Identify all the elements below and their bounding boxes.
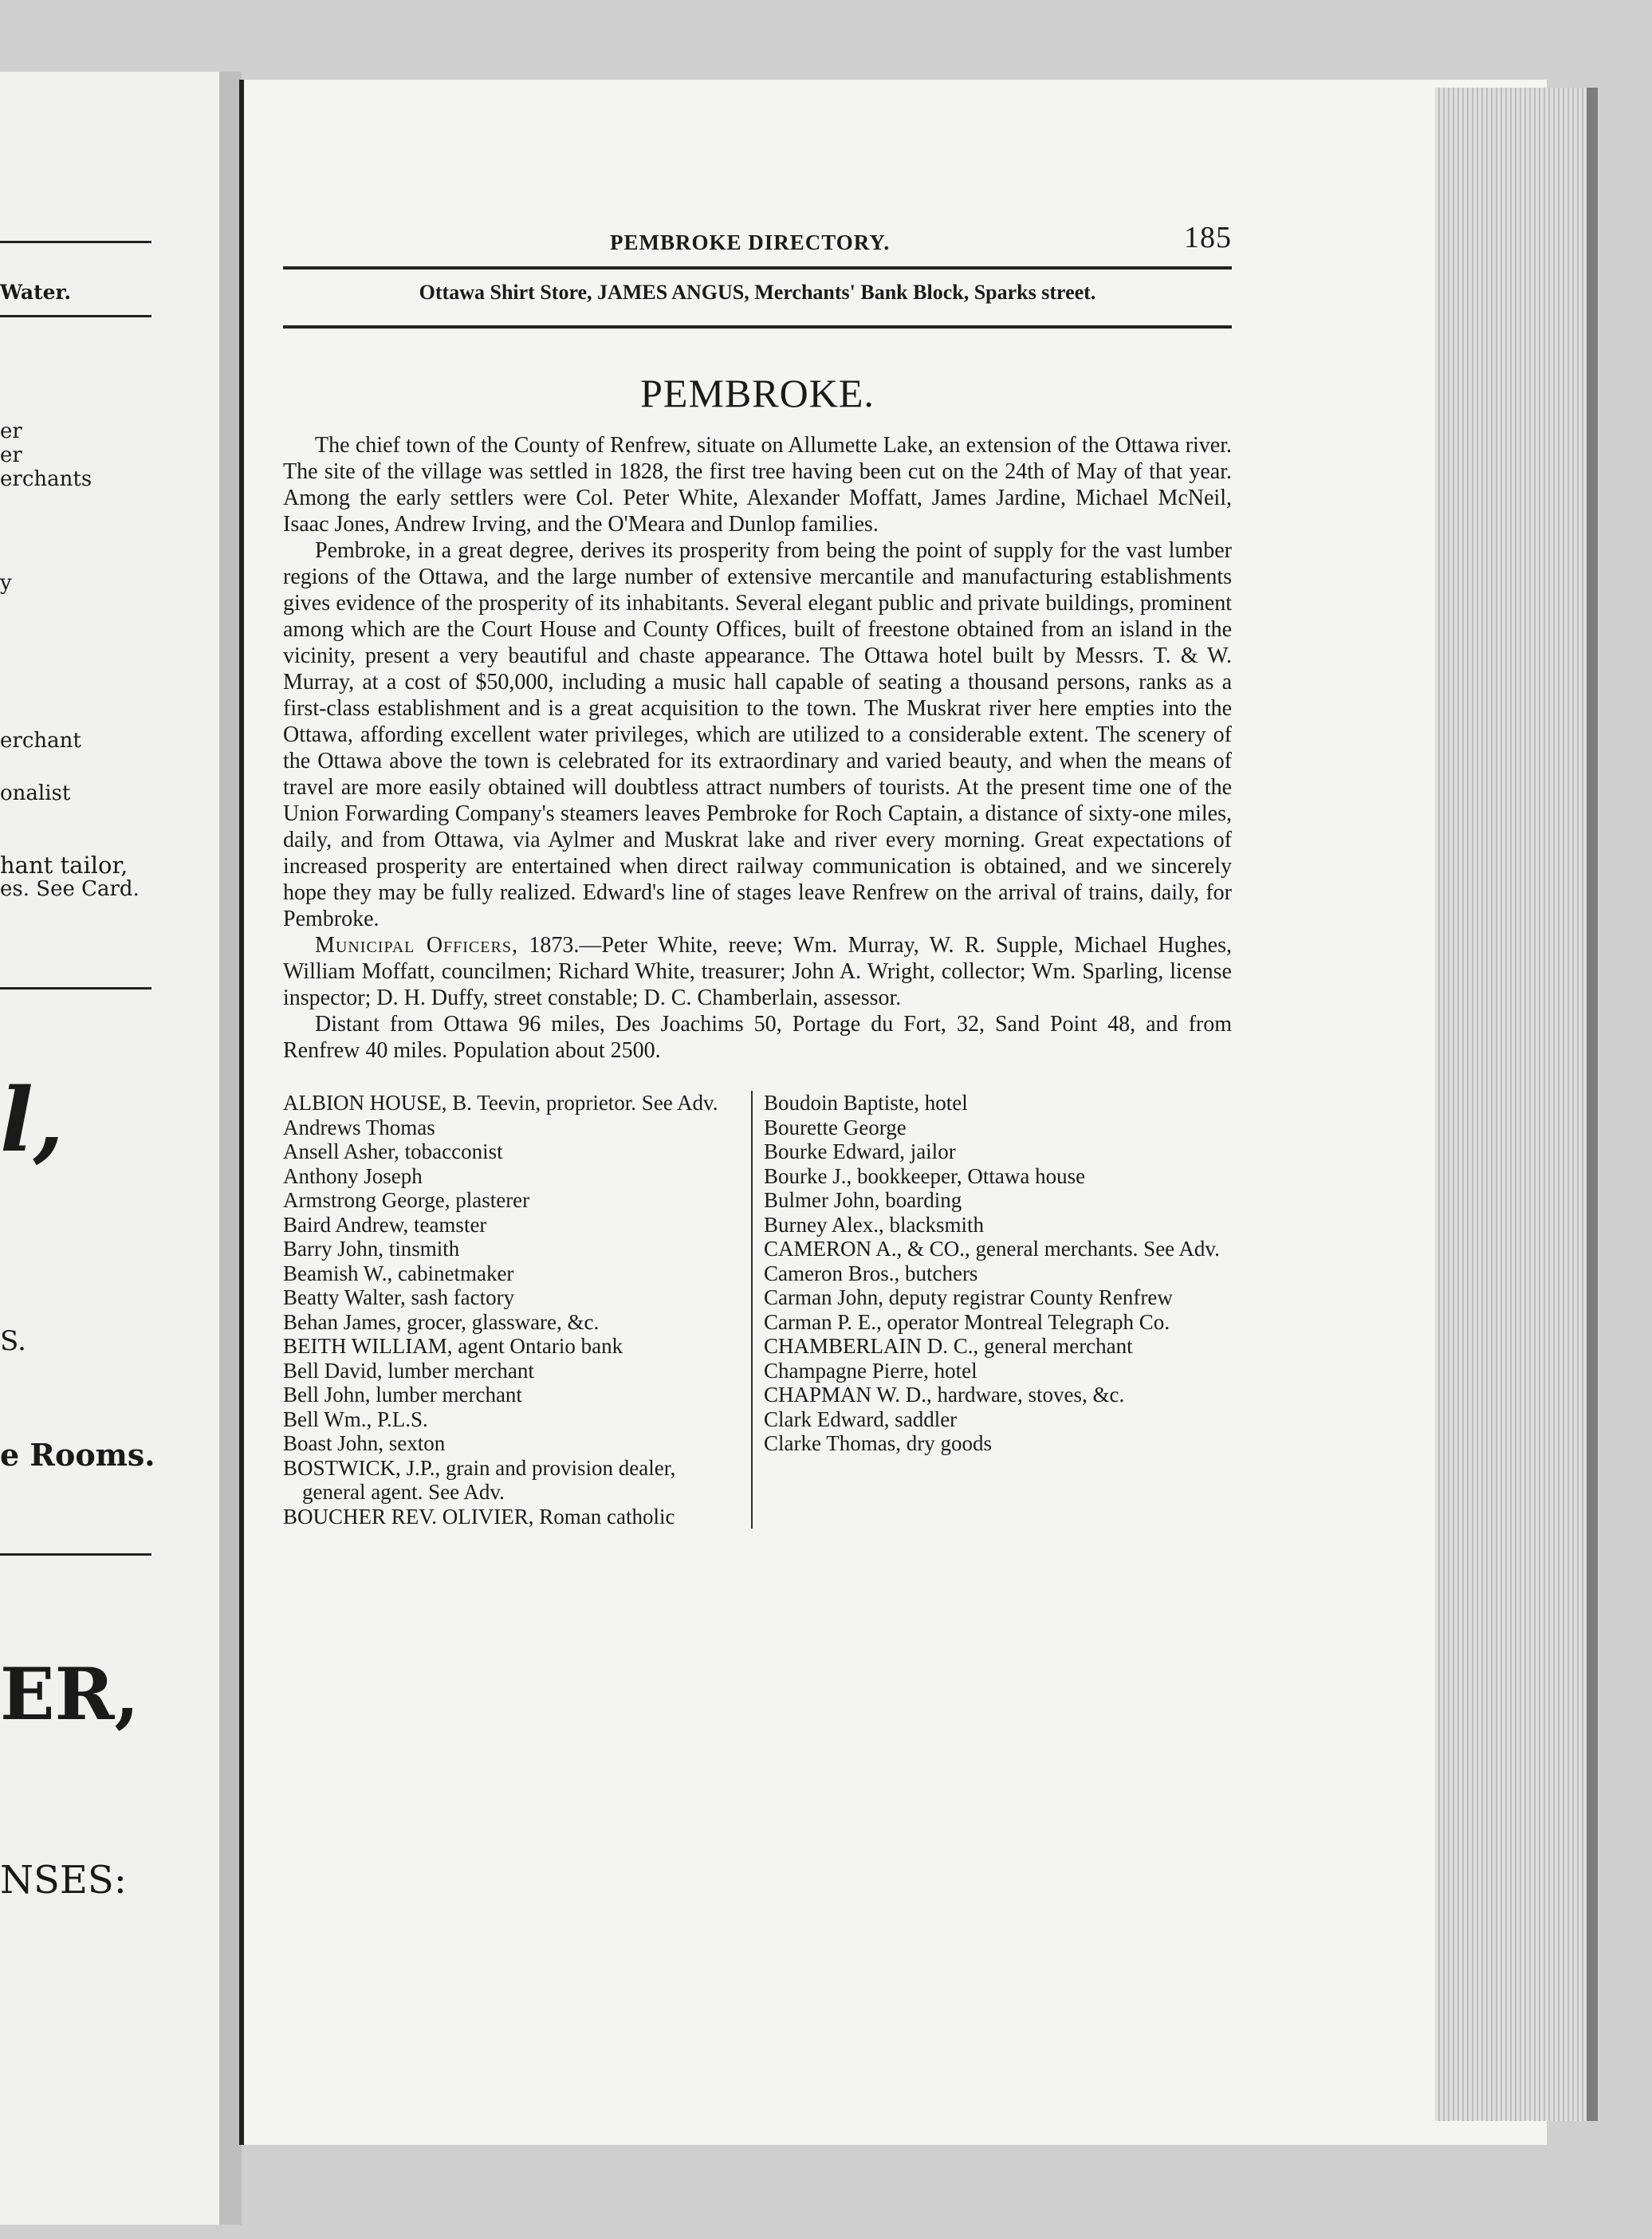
- facing-fragment: onalist: [0, 781, 71, 805]
- municipal-officers: [283, 932, 1232, 1011]
- town-title: PEMBROKE.: [640, 371, 875, 415]
- advertisement-line: Ottawa Shirt Store, JAMES ANGUS, Merchants' Bank Block, Sparks street.: [419, 281, 1096, 304]
- facing-fragment: hant tailor,: [0, 852, 128, 879]
- directory-entry: Burney Alex., blacksmith: [764, 1212, 984, 1237]
- facing-fragment: S.: [0, 1325, 26, 1357]
- facing-rule: [0, 241, 151, 243]
- directory-entry: Bourke Edward, jailor: [764, 1139, 956, 1163]
- directory-entry: BOSTWICK, J.P., grain and provision dealer, general agent. See Adv.: [283, 1455, 676, 1504]
- directory-entry: Ansell Asher, tobacconist: [283, 1139, 503, 1163]
- facing-fragment: erchants: [0, 467, 92, 491]
- directory-entry: ALBION HOUSE, B. Teevin, proprietor. See Adv.: [283, 1091, 718, 1115]
- running-head: [283, 207, 1232, 255]
- directory-entry: Armstrong George, plasterer: [283, 1188, 530, 1212]
- directory-entry: Carman P. E., operator Montreal Telegraph Co.: [764, 1309, 1170, 1334]
- directory-entry: BEITH WILLIAM, agent Ontario bank: [283, 1334, 623, 1358]
- facing-fragment: y: [0, 571, 12, 595]
- directory-listing: [283, 1091, 1232, 1529]
- description-paragraph: Pembroke, in a great degree, derives its prosperity from being the point of supply for the vast lumber regions of the Ottawa, and the large number of extensive mercantile and manufacturing establishments gives evidence of the prosperity of its inhabitants. Several elegant public and private buildings, prominent among which are the Court House and County Offices, built of freestone obtained from an island in the vicinity, present a very beautiful and chaste appearance. The Ottawa hotel built by Messrs. T. & W. Murray, at a cost of $50,000, including a music hall capable of seating a thousand persons, ranks as a first-class establishment and is a great acquisition to the town. The Muskrat river here empties into the Ottawa, affording excellent water privileges, which are utilized to a considerable extent. The scenery of the Ottawa above the town is celebrated for its extraordinary and varied beauty, and when the means of travel are more easily obtained will doubtless attract numbers of tourists. At the present time one of the Union Forwarding Company's steamers leaves Pembroke for Roch Captain, a distance of sixty-one miles, daily, and from Ottawa, via Aylmer and Muskrat lake and river every morning. Great expectations of increased prosperity are entertained when direct railway communication is obtained, and we sincerely hope they may be fully realized. Edward's line of stages leave Renfrew on the arrival of trains, daily, for Pembroke.: [283, 538, 1232, 931]
- facing-rule: [0, 987, 151, 990]
- intro-paragraph: The chief town of the County of Renfrew, situate on Allumette Lake, an extension of the Ottawa river. The site of the village was settled in 1828, the first tree having been cut on the 24th of May of that year. Among the early settlers were Col. Peter White, Alexander Moffatt, James Jardine, Michael McNeil, Isaac Jones, Andrew Irving, and the O'Meara and Dunlop families.: [283, 433, 1232, 537]
- directory-entry: Bourette George: [764, 1115, 907, 1139]
- directory-entry: Anthony Joseph: [283, 1163, 423, 1188]
- directory-entry: Beatty Walter, sash factory: [283, 1285, 515, 1309]
- facing-fragment: er: [0, 419, 22, 443]
- directory-entry: Bourke J., bookkeeper, Ottawa house: [764, 1163, 1086, 1188]
- municipal-label: Municipal Officers,: [315, 933, 518, 958]
- distances-paragraph: Distant from Ottawa 96 miles, Des Joachims 50, Portage du Fort, 32, Sand Point 48, and from Renfrew 40 miles. Population about 2500.: [283, 1012, 1232, 1063]
- directory-entry: Cameron Bros., butchers: [764, 1261, 978, 1285]
- directory-entry: Champagne Pierre, hotel: [764, 1358, 977, 1383]
- municipal-text: 1873.—Peter White, reeve; Wm. Murray, W. R. Supple, Michael Hughes, William Moffatt, councilmen; Richard White, treasurer; John A. Wright, collector; Wm. Sparling, license inspector; D. H. Duffy, street constable; D. C. Chamberlain, assessor.: [283, 933, 1232, 1010]
- facing-fragment: e Rooms.: [0, 1437, 155, 1473]
- facing-rule: [0, 315, 151, 317]
- directory-left-column: [283, 1091, 741, 1529]
- directory-entry: Bell John, lumber merchant: [283, 1383, 522, 1407]
- facing-fragment: ER,: [0, 1652, 140, 1737]
- page-number: 185: [1184, 221, 1232, 254]
- directory-right-column: [751, 1091, 1222, 1529]
- directory-entry: Beamish W., cabinetmaker: [283, 1261, 514, 1285]
- directory-entry: Carman John, deputy registrar County Renfrew: [764, 1285, 1173, 1309]
- directory-entry: Bulmer John, boarding: [764, 1188, 962, 1212]
- page-edges: [1435, 88, 1598, 2121]
- directory-entry: Andrews Thomas: [283, 1115, 435, 1139]
- facing-fragment: erchant: [0, 729, 81, 753]
- facing-rule: [0, 1553, 151, 1556]
- book-gutter: [219, 72, 242, 2225]
- directory-entry: Clarke Thomas, dry goods: [764, 1431, 992, 1455]
- directory-entry: Barry John, tinsmith: [283, 1237, 460, 1261]
- directory-entry: BOUCHER REV. OLIVIER, Roman catholic: [283, 1504, 675, 1529]
- directory-entry: CAMERON A., & CO., general merchants. See Adv.: [764, 1237, 1220, 1261]
- page-content: [283, 207, 1232, 1529]
- facing-fragment: er: [0, 443, 22, 467]
- directory-entry: Boudoin Baptiste, hotel: [764, 1091, 968, 1115]
- directory-entry: Bell David, lumber merchant: [283, 1358, 534, 1383]
- facing-fragment: NSES:: [0, 1858, 127, 1903]
- facing-page: [0, 72, 224, 2225]
- directory-entry: CHAMBERLAIN D. C., general merchant: [764, 1334, 1133, 1358]
- directory-entry: Behan James, grocer, glassware, &c.: [283, 1309, 600, 1334]
- directory-entry: Baird Andrew, teamster: [283, 1212, 487, 1237]
- directory-entry: Bell Wm., P.L.S.: [283, 1407, 428, 1431]
- facing-fragment: l,: [0, 1068, 65, 1171]
- facing-fragment: es. See Card.: [0, 877, 140, 901]
- advertisement-rule: [283, 325, 1232, 329]
- directory-entry: Boast John, sexton: [283, 1431, 446, 1455]
- directory-entry: CHAPMAN W. D., hardware, stoves, &c.: [764, 1383, 1125, 1407]
- running-title: PEMBROKE DIRECTORY.: [610, 230, 891, 254]
- directory-entry: Clark Edward, saddler: [764, 1407, 958, 1431]
- facing-fragment: Water.: [0, 281, 72, 304]
